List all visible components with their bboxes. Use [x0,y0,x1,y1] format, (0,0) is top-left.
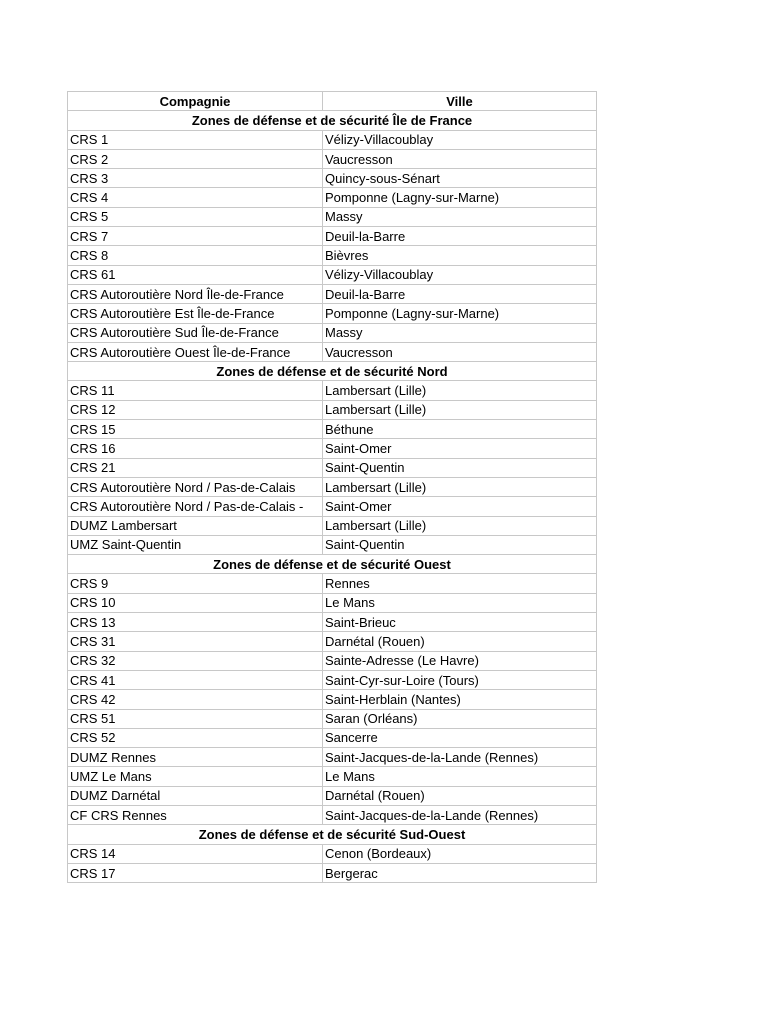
table-row [68,439,597,458]
ville-cell: Saint-Brieuc [323,613,597,632]
compagnie-cell: CRS 32 [68,651,323,670]
compagnie-cell: CRS Autoroutière Est Île-de-France [68,304,323,323]
compagnie-cell: CRS 7 [68,227,323,246]
compagnie-cell: CRS 51 [68,709,323,728]
crs-table [67,91,597,883]
ville-cell: Deuil-la-Barre [323,227,597,246]
table-row [68,130,597,149]
table-row [68,535,597,554]
table-row [68,613,597,632]
ville-cell: Rennes [323,574,597,593]
table-row [68,304,597,323]
table-row [68,169,597,188]
table-row [68,709,597,728]
table-row [68,863,597,882]
ville-cell: Massy [323,207,597,226]
table-row [68,458,597,477]
ville-cell: Saint-Jacques-de-la-Lande (Rennes) [323,805,597,824]
compagnie-cell: CRS Autoroutière Sud Île-de-France [68,323,323,342]
compagnie-cell: CRS 14 [68,844,323,863]
ville-cell: Pomponne (Lagny-sur-Marne) [323,304,597,323]
header-ville: Ville [323,92,597,111]
table-row [68,188,597,207]
table-row [68,342,597,361]
ville-cell: Lambersart (Lille) [323,516,597,535]
ville-cell: Le Mans [323,593,597,612]
ville-cell: Darnétal (Rouen) [323,632,597,651]
table-row [68,805,597,824]
table-row [68,227,597,246]
table-row [68,844,597,863]
compagnie-cell: CRS 2 [68,149,323,168]
ville-cell: Vélizy-Villacoublay [323,265,597,284]
table-row [68,574,597,593]
compagnie-cell: DUMZ Darnétal [68,786,323,805]
section-row [68,825,597,844]
table-row [68,284,597,303]
table-row [68,265,597,284]
section-row [68,111,597,130]
ville-cell: Vélizy-Villacoublay [323,130,597,149]
section-heading: Zones de défense et de sécurité Île de France [68,111,597,130]
compagnie-cell: CRS 3 [68,169,323,188]
header-row [68,92,597,111]
compagnie-cell: CRS 8 [68,246,323,265]
compagnie-cell: CF CRS Rennes [68,805,323,824]
section-heading: Zones de défense et de sécurité Ouest [68,555,597,574]
compagnie-cell: CRS Autoroutière Nord / Pas-de-Calais - [68,497,323,516]
compagnie-cell: UMZ Saint-Quentin [68,535,323,554]
compagnie-cell: CRS 17 [68,863,323,882]
ville-cell: Saint-Omer [323,439,597,458]
ville-cell: Sancerre [323,728,597,747]
table-row [68,632,597,651]
ville-cell: Saint-Jacques-de-la-Lande (Rennes) [323,748,597,767]
table-row [68,593,597,612]
ville-cell: Cenon (Bordeaux) [323,844,597,863]
ville-cell: Sainte-Adresse (Le Havre) [323,651,597,670]
table-row [68,246,597,265]
ville-cell: Bergerac [323,863,597,882]
compagnie-cell: CRS Autoroutière Nord Île-de-France [68,284,323,303]
ville-cell: Le Mans [323,767,597,786]
ville-cell: Vaucresson [323,149,597,168]
compagnie-cell: CRS 15 [68,420,323,439]
ville-cell: Lambersart (Lille) [323,381,597,400]
table-row [68,690,597,709]
ville-cell: Saint-Cyr-sur-Loire (Tours) [323,670,597,689]
compagnie-cell: CRS 42 [68,690,323,709]
compagnie-cell: CRS 52 [68,728,323,747]
compagnie-cell: CRS 13 [68,613,323,632]
ville-cell: Massy [323,323,597,342]
ville-cell: Darnétal (Rouen) [323,786,597,805]
compagnie-cell: CRS 4 [68,188,323,207]
ville-cell: Béthune [323,420,597,439]
compagnie-cell: CRS 9 [68,574,323,593]
compagnie-cell: CRS 41 [68,670,323,689]
table-row [68,323,597,342]
ville-cell: Saint-Herblain (Nantes) [323,690,597,709]
compagnie-cell: CRS 1 [68,130,323,149]
section-row [68,555,597,574]
compagnie-cell: CRS 21 [68,458,323,477]
table-row [68,497,597,516]
compagnie-cell: CRS 31 [68,632,323,651]
table-row [68,477,597,496]
table-row [68,670,597,689]
compagnie-cell: CRS 61 [68,265,323,284]
compagnie-cell: CRS Autoroutière Ouest Île-de-France [68,342,323,361]
ville-cell: Lambersart (Lille) [323,477,597,496]
table-row [68,786,597,805]
section-row [68,362,597,381]
compagnie-cell: CRS 12 [68,400,323,419]
compagnie-cell: CRS 5 [68,207,323,226]
table-row [68,149,597,168]
table-row [68,381,597,400]
ville-cell: Saint-Omer [323,497,597,516]
ville-cell: Saint-Quentin [323,535,597,554]
ville-cell: Lambersart (Lille) [323,400,597,419]
ville-cell: Bièvres [323,246,597,265]
table-row [68,651,597,670]
ville-cell: Saint-Quentin [323,458,597,477]
ville-cell: Quincy-sous-Sénart [323,169,597,188]
compagnie-cell: CRS 11 [68,381,323,400]
ville-cell: Vaucresson [323,342,597,361]
table-row [68,728,597,747]
ville-cell: Saran (Orléans) [323,709,597,728]
table-row [68,516,597,535]
table-row [68,400,597,419]
compagnie-cell: DUMZ Lambersart [68,516,323,535]
ville-cell: Deuil-la-Barre [323,284,597,303]
compagnie-cell: CRS Autoroutière Nord / Pas-de-Calais [68,477,323,496]
section-heading: Zones de défense et de sécurité Sud-Ouest [68,825,597,844]
section-heading: Zones de défense et de sécurité Nord [68,362,597,381]
ville-cell: Pomponne (Lagny-sur-Marne) [323,188,597,207]
table-row [68,767,597,786]
table-body [68,111,597,883]
header-compagnie: Compagnie [68,92,323,111]
table-row [68,207,597,226]
compagnie-cell: CRS 16 [68,439,323,458]
table-row [68,420,597,439]
compagnie-cell: DUMZ Rennes [68,748,323,767]
compagnie-cell: CRS 10 [68,593,323,612]
table-row [68,748,597,767]
compagnie-cell: UMZ Le Mans [68,767,323,786]
